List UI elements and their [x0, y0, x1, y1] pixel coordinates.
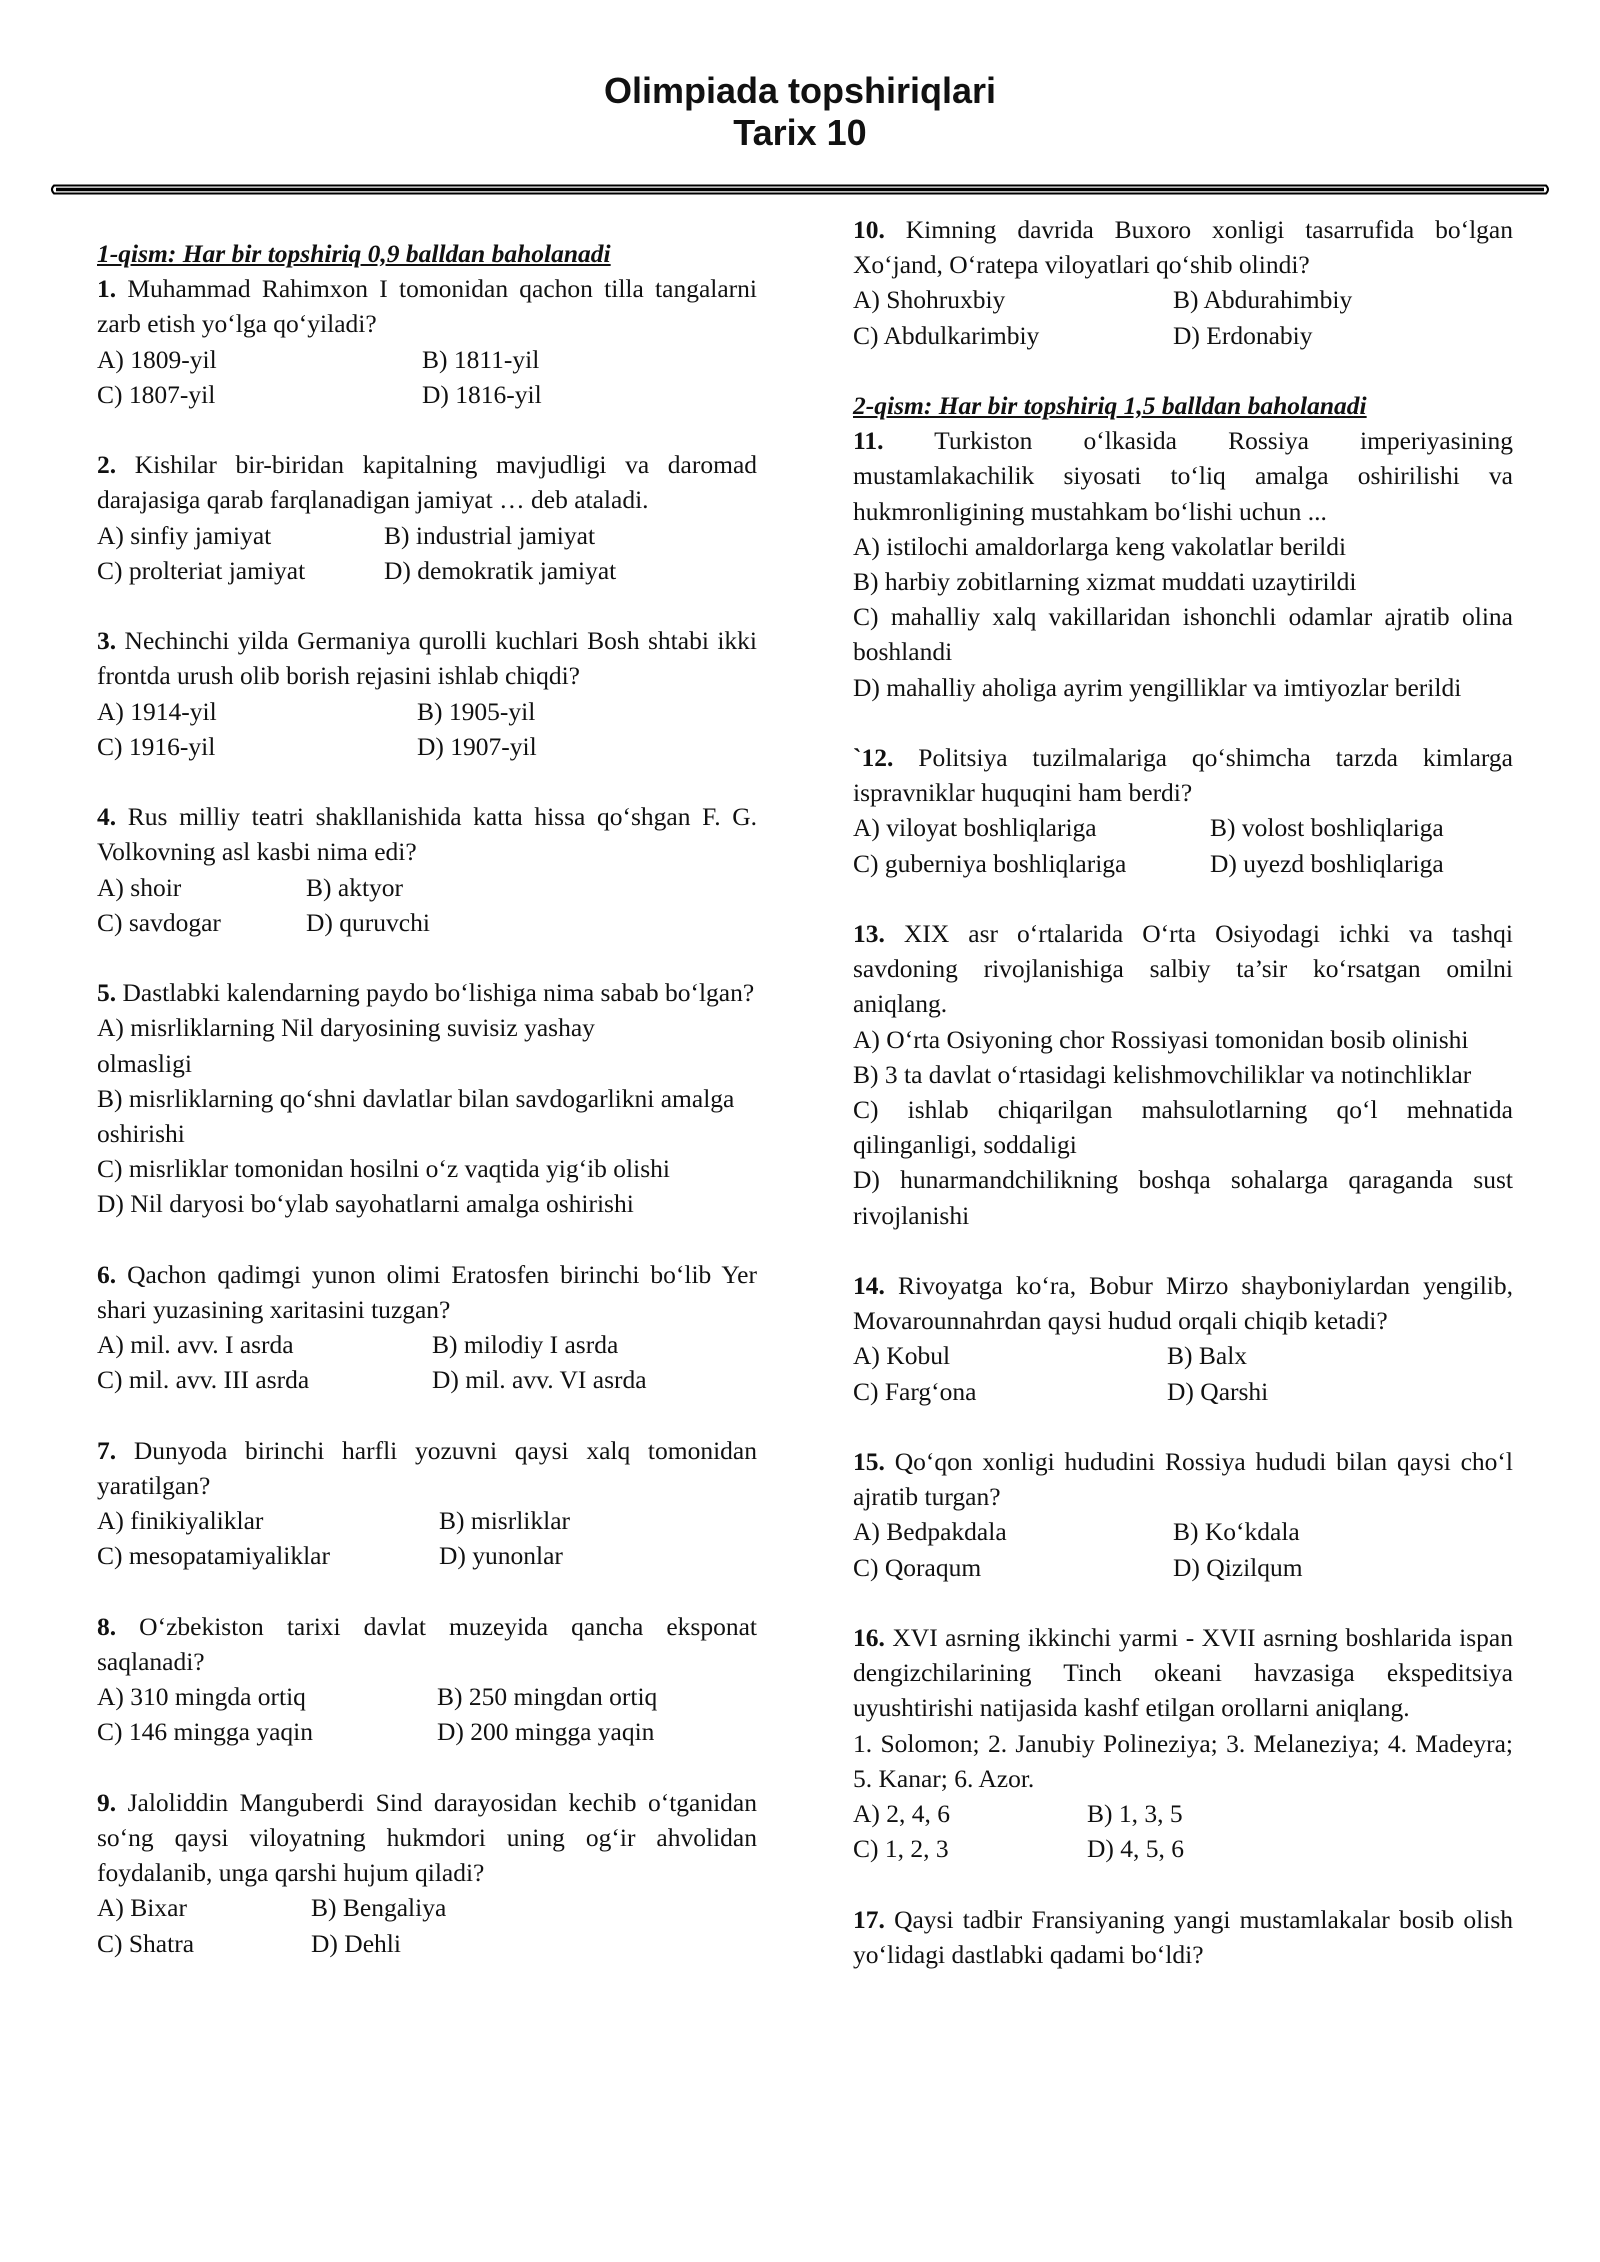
question-2	[97, 447, 757, 588]
option-a: A) Shohruxbiy	[853, 285, 1006, 315]
option-a: A) 1914-yil	[97, 696, 217, 726]
question-11	[853, 423, 1513, 705]
section-heading-part2: 2-qism: Har bir topshiriq 1,5 balldan baholanadi	[853, 391, 1367, 420]
option-d: D) uyezd boshliqlariga	[1210, 848, 1444, 878]
question-14	[853, 1268, 1513, 1409]
option-b: B) Bengaliya	[311, 1893, 447, 1923]
section-heading-part1: 1-qism: Har bir topshiriq 0,9 balldan baholanadi	[97, 239, 611, 268]
question-16	[853, 1620, 1513, 1866]
option-a: A) finikiyaliklar	[97, 1506, 264, 1536]
question-3	[97, 623, 757, 764]
option-a: A) Kobul	[853, 1341, 951, 1371]
option-d: D) Nil daryosi bo‘ylab sayohatlarni amalga oshirishi	[97, 1189, 634, 1219]
option-d: D) Dehli	[311, 1928, 401, 1958]
question-7	[97, 1433, 757, 1574]
question-13	[853, 916, 1513, 1233]
option-c: C) 1807-yil	[97, 379, 216, 409]
question-number: `12.	[853, 743, 894, 773]
option-c: C) ishlab chiqarilgan mahsulotlarning qo‘l mehnatida qilinganligi, soddaligi	[853, 1095, 1513, 1160]
question-text: Qaysi tadbir Fransiyaning yangi mustamlakalar bosib olish yo‘lidagi dastlabki qadami bo‘ldi?	[853, 1904, 1513, 1969]
option-a: A) shoir	[97, 872, 182, 902]
option-d: D) quruvchi	[306, 907, 430, 937]
option-b: B) 3 ta davlat o‘rtasidagi kelishmovchiliklar va notinchliklar	[853, 1059, 1472, 1089]
question-text: Rus milliy teatri shakllanishida katta hissa qo‘shgan F. G. Volkovning asl kasbi nima edi?	[97, 802, 758, 867]
option-a: A) viloyat boshliqlariga	[853, 813, 1097, 843]
question-text: Qo‘qon xonligi hududini Rossiya hududi bilan qaysi cho‘l ajratib turgan?	[853, 1447, 1513, 1512]
option-a: A) 1809-yil	[97, 344, 217, 374]
option-a: A) istilochi amaldorlarga keng vakolatlar berildi	[853, 531, 1347, 561]
option-b: B) industrial jamiyat	[384, 520, 596, 550]
option-c: C) misrliklar tomonidan hosilni o‘z vaqtida yig‘ib olishi	[97, 1154, 670, 1184]
option-d: D) mahalliy aholiga ayrim yengilliklar va imtiyozlar berildi	[853, 672, 1462, 702]
question-number: 6.	[97, 1259, 117, 1289]
question-5	[97, 975, 757, 1221]
option-c: C) Shatra	[97, 1928, 195, 1958]
option-d: D) 1907-yil	[417, 731, 537, 761]
question-number: 3.	[97, 626, 117, 656]
option-b: B) 1905-yil	[417, 696, 536, 726]
question-6	[97, 1257, 757, 1398]
option-a: A) Bedpakdala	[853, 1517, 1007, 1547]
question-17	[853, 1902, 1513, 1972]
question-8	[97, 1609, 757, 1750]
right-column	[853, 212, 1513, 2007]
question-number: 13.	[853, 919, 885, 949]
question-text: Turkiston o‘lkasida Rossiya imperiyasining mustamlakachilik siyosati to‘liq amalga oshirilishi va hukmronligining mustahkam bo‘lishi uchun ...	[853, 426, 1513, 526]
option-d: D) 4, 5, 6	[1087, 1834, 1185, 1864]
question-number: 17.	[853, 1904, 885, 1934]
option-d: D) hunarmandchilikning boshqa sohalarga qaraganda sust rivojlanishi	[853, 1165, 1513, 1230]
question-number: 14.	[853, 1271, 885, 1301]
question-9	[97, 1785, 757, 1961]
question-text: Dastlabki kalendarning paydo bo‘lishiga nima sabab bo‘lgan?	[122, 978, 755, 1008]
option-c: C) savdogar	[97, 907, 221, 937]
question-number: 8.	[97, 1611, 117, 1641]
question-number: 7.	[97, 1435, 117, 1465]
option-a: A) 310 mingda ortiq	[97, 1682, 306, 1712]
option-b: B) misrliklarning qo‘shni davlatlar bilan savdogarlikni amalga oshirishi	[97, 1083, 735, 1149]
option-d: D) Qizilqum	[1173, 1552, 1303, 1582]
question-15	[853, 1444, 1513, 1585]
option-c: C) Farg‘ona	[853, 1376, 977, 1406]
question-number: 9.	[97, 1787, 117, 1817]
option-b: B) 1, 3, 5	[1087, 1799, 1183, 1829]
question-number: 5.	[97, 978, 117, 1008]
option-a: A) misrliklarning Nil daryosining suvisiz yashay olmasligi	[97, 1013, 595, 1078]
question-number: 2.	[97, 450, 117, 480]
option-c: C) mil. avv. III asrda	[97, 1365, 310, 1395]
option-d: D) demokratik jamiyat	[384, 555, 617, 585]
question-text: Politsiya tuzilmalariga qo‘shimcha tarzda kimlarga ispravniklar huquqini ham berdi?	[853, 743, 1513, 808]
question-text: Dunyoda birinchi harfli yozuvni qaysi xalq tomonidan yaratilgan?	[97, 1435, 757, 1501]
option-a: A) O‘rta Osiyoning chor Rossiyasi tomonidan bosib olinishi	[853, 1024, 1469, 1054]
answer-list: 1. Solomon; 2. Janubiy Polineziya; 3. Melaneziya; 4. Madeyra; 5. Kanar; 6. Azor.	[853, 1728, 1513, 1793]
option-b: B) volost boshliqlariga	[1210, 813, 1444, 843]
option-d: D) 200 mingga yaqin	[437, 1717, 655, 1747]
option-a: A) Bixar	[97, 1893, 187, 1923]
option-c: C) 1, 2, 3	[853, 1834, 949, 1864]
option-d: D) 1816-yil	[422, 379, 542, 409]
question-number: 15.	[853, 1447, 885, 1477]
option-d: D) Erdonabiy	[1173, 320, 1313, 350]
option-b: B) 250 mingdan ortiq	[437, 1682, 658, 1712]
page-title: Olimpiada topshiriqlari	[603, 70, 997, 111]
question-number: 1.	[97, 274, 117, 304]
question-number: 4.	[97, 802, 117, 832]
question-text: Kishilar bir-biridan kapitalning mavjudligi va daromad darajasiga qarab farqlanadigan jamiyat … deb ataladi.	[97, 450, 758, 515]
option-d: D) yunonlar	[439, 1541, 563, 1571]
question-text: Kimning davrida Buxoro xonligi tasarrufida bo‘lgan Xo‘jand, O‘ratepa viloyatlari qo‘shib olindi?	[853, 215, 1513, 280]
question-4	[97, 799, 757, 940]
option-b: B) 1811-yil	[422, 344, 540, 374]
left-column	[97, 236, 757, 1996]
option-c: C) prolteriat jamiyat	[97, 555, 306, 585]
question-text: Nechinchi yilda Germaniya qurolli kuchlari Bosh shtabi ikki frontda urush olib borish rejasini ishlab chiqdi?	[97, 626, 757, 691]
option-c: C) mahalliy xalq vakillaridan ishonchli odamlar ajratib olina boshlandi	[853, 602, 1513, 667]
question-text: Rivoyatga ko‘ra, Bobur Mirzo shayboniylardan yengilib, Movarounnahrdan qaysi hudud orqali chiqib ketadi?	[853, 1271, 1514, 1336]
question-10	[853, 212, 1513, 353]
option-a: A) sinfiy jamiyat	[97, 520, 272, 550]
question-text: XIX asr o‘rtalarida O‘rta Osiyodagi ichki va tashqi savdoning rivojlanishiga salbiy ta’sir ko‘rsatgan omilni aniqlang.	[853, 919, 1514, 1019]
option-b: B) harbiy zobitlarning xizmat muddati uzaytirildi	[853, 567, 1357, 597]
option-d: D) Qarshi	[1167, 1376, 1269, 1406]
question-text: XVI asrning ikkinchi yarmi - XVII asrning boshlarida ispan dengizchilarining Tinch okeani havzasiga ekspeditsiya uyushtirishi natijasida kashf etilgan orollarni aniqlang.	[853, 1623, 1514, 1723]
question-text: O‘zbekiston tarixi davlat muzeyida qancha eksponat saqlanadi?	[97, 1611, 758, 1677]
option-c: C) guberniya boshliqlariga	[853, 848, 1127, 878]
page-header	[0, 70, 1600, 154]
option-a: A) 2, 4, 6	[853, 1799, 951, 1829]
option-c: C) Qoraqum	[853, 1552, 982, 1582]
option-b: B) Ko‘kdala	[1173, 1517, 1300, 1547]
option-c: C) 1916-yil	[97, 731, 216, 761]
header-divider	[50, 184, 1550, 195]
question-number: 11.	[853, 426, 884, 456]
option-c: C) mesopatamiyaliklar	[97, 1541, 330, 1571]
option-c: C) Abdulkarimbiy	[853, 320, 1040, 350]
question-text: Qachon qadimgi yunon olimi Eratosfen birinchi bo‘lib Yer shari yuzasining xaritasini tuzgan?	[97, 1259, 757, 1325]
option-b: B) aktyor	[306, 872, 404, 902]
question-1	[97, 271, 757, 412]
question-text: Jaloliddin Manguberdi Sind darayosidan kechib o‘tganidan so‘ng qaysi viloyatning hukmdori uning og‘ir ahvolidan foydalanib, unga qarshi hujum qiladi?	[97, 1787, 757, 1888]
page-subtitle: Tarix 10	[733, 112, 867, 153]
question-text: Muhammad Rahimxon I tomonidan qachon tilla tangalarni zarb etish yo‘lga qo‘yiladi?	[97, 274, 757, 339]
option-c: C) 146 mingga yaqin	[97, 1717, 314, 1747]
option-b: B) milodiy I asrda	[432, 1330, 619, 1360]
option-b: B) Balx	[1167, 1341, 1248, 1371]
option-d: D) mil. avv. VI asrda	[432, 1365, 647, 1395]
option-b: B) Abdurahimbiy	[1173, 285, 1353, 315]
option-a: A) mil. avv. I asrda	[97, 1330, 294, 1360]
question-12	[853, 740, 1513, 881]
question-number: 16.	[853, 1623, 885, 1653]
question-number: 10.	[853, 215, 885, 244]
option-b: B) misrliklar	[439, 1506, 571, 1536]
